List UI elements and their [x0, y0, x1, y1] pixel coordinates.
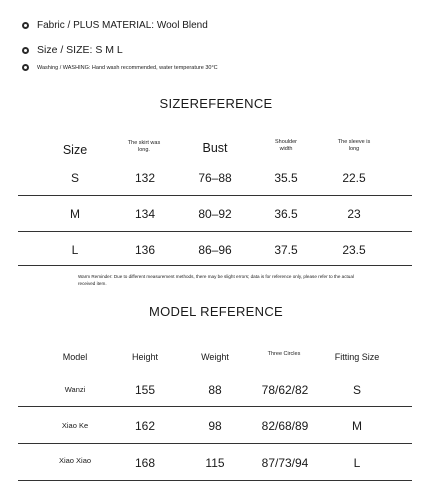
- bullet-dot-icon: [22, 64, 29, 71]
- size-row-m-bust: 80–92: [198, 207, 232, 221]
- spec-fabric: [22, 20, 208, 31]
- bullet-dot-icon: [22, 22, 29, 29]
- shoulder-width-header: Shoulder width: [274, 139, 298, 152]
- size-row-l-size: L: [71, 243, 79, 257]
- size-row-l-skirt: 136: [134, 243, 156, 257]
- model-row-circles: 78/62/82: [261, 383, 309, 397]
- model-row-name: Wanzi: [64, 385, 86, 394]
- size-row-m-skirt: 134: [134, 207, 156, 221]
- size-row-s-bust: 76–88: [198, 171, 232, 185]
- warm-reminder-note: Warm Reminder: Due to different measurement methods, there may be slight errors; data is for reference only, please refer to the actual received item.: [78, 274, 354, 286]
- three-circles-header: Three Circles: [267, 351, 301, 357]
- spec-size: [22, 44, 123, 56]
- model-row-weight: 98: [208, 419, 222, 433]
- spec-fabric-text: Fabric / PLUS MATERIAL: Wool Blend: [37, 20, 208, 31]
- size-row-l-bust: 86–96: [198, 243, 232, 257]
- row-divider: [18, 265, 412, 266]
- spec-size-text: Size / SIZE: S M L: [37, 44, 123, 56]
- model-row-name: Xiao Ke: [61, 421, 89, 430]
- model-row-name: Xiao Xiao: [58, 456, 92, 465]
- model-row-fitting: S: [352, 383, 361, 397]
- size-row-m-sleeve: 23: [347, 207, 361, 221]
- size-row-s-size: S: [70, 171, 79, 185]
- model-row-circles: 82/68/89: [261, 419, 309, 433]
- spec-washing: [22, 64, 218, 71]
- size-row-m-size: M: [70, 207, 80, 221]
- skirt-length-header: The skirt was long.: [127, 140, 161, 153]
- model-row-fitting: M: [352, 419, 362, 433]
- size-row-l-shoulder: 37.5: [274, 243, 298, 257]
- model-reference-title: MODEL REFERENCE: [148, 304, 284, 319]
- size-row-l-sleeve: 23.5: [342, 243, 366, 257]
- size-row-s-skirt: 132: [134, 171, 156, 185]
- weight-header: Weight: [201, 352, 229, 362]
- fitting-size-header: Fitting Size: [334, 352, 380, 362]
- row-divider: [18, 406, 412, 407]
- row-divider: [18, 195, 412, 196]
- model-row-circles: 87/73/94: [261, 456, 309, 470]
- model-row-weight: 88: [208, 383, 222, 397]
- size-row-s-sleeve: 22.5: [342, 171, 366, 185]
- bust-header: Bust: [202, 141, 228, 155]
- size-row-s-shoulder: 35.5: [274, 171, 298, 185]
- size-header: Size: [62, 143, 88, 157]
- model-row-weight: 115: [205, 456, 225, 470]
- spec-washing-text: Washing / WASHING: Hand wash recommended, water temperature 30°C: [37, 64, 218, 71]
- model-row-fitting: L: [353, 456, 361, 470]
- model-row-height: 162: [134, 419, 156, 433]
- size-reference-title: SIZEREFERENCE: [159, 96, 273, 111]
- model-header: Model: [62, 352, 88, 362]
- row-divider: [18, 480, 412, 481]
- sleeve-length-header: The sleeve is long: [337, 139, 371, 152]
- row-divider: [18, 443, 412, 444]
- model-row-height: 155: [134, 383, 156, 397]
- bullet-dot-icon: [22, 47, 29, 54]
- height-header: Height: [131, 352, 158, 362]
- size-row-m-shoulder: 36.5: [274, 207, 298, 221]
- row-divider: [18, 231, 412, 232]
- model-row-height: 168: [134, 456, 156, 470]
